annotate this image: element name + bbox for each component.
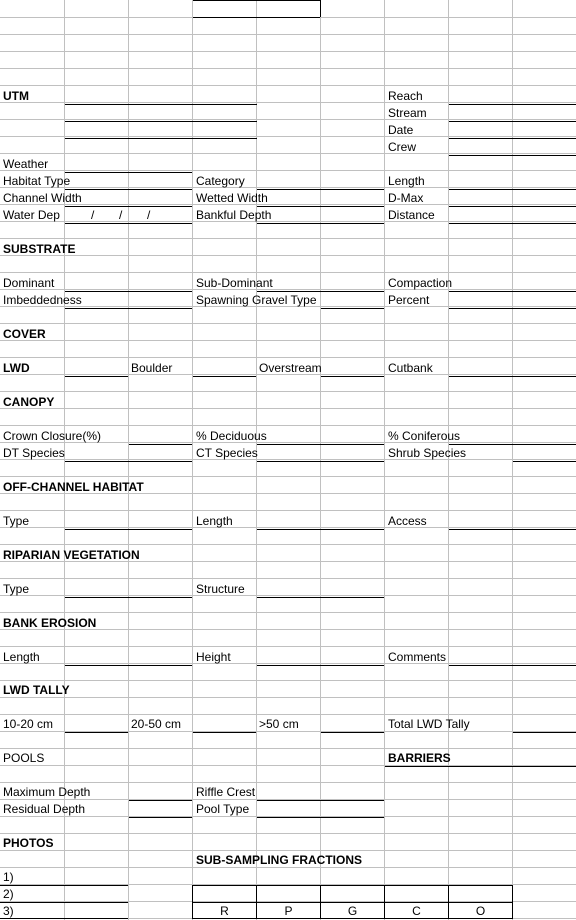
habitat-type-label: Habitat Type (3, 174, 71, 188)
bankful-depth-label: Bankful Depth (196, 208, 272, 222)
grid-row-line (0, 238, 576, 239)
grid-row-line (0, 187, 576, 188)
water-depth-slash: / (119, 208, 123, 222)
water-depth-slash: / (147, 208, 151, 222)
lwd-tally-heading: LWD TALLY (3, 683, 70, 697)
grid-row-line (0, 663, 576, 664)
bankful-depth-field[interactable] (257, 223, 384, 224)
weather-label: Weather (3, 157, 49, 171)
grid-row-line (0, 204, 576, 205)
grid-row-line (0, 51, 576, 52)
boulder-label: Boulder (131, 361, 173, 375)
photo-item-2: 2) (3, 887, 14, 901)
channel-width-label: Channel Width (3, 191, 82, 205)
structure-field[interactable] (257, 597, 384, 598)
pct-deciduous-field[interactable] (257, 444, 384, 445)
fraction-p: P (284, 904, 293, 918)
length-label: Length (388, 174, 425, 188)
lwd-10-20-field[interactable] (65, 732, 128, 733)
crew-label: Crew (388, 140, 417, 154)
photo-item-1: 1) (3, 870, 14, 884)
grid-row-line (0, 221, 576, 222)
stream-label: Stream (388, 106, 427, 120)
boulder-field[interactable] (193, 376, 256, 377)
photo-1-field[interactable] (0, 885, 128, 886)
wetted-width-label: Wetted Width (196, 191, 268, 205)
sub-sampling-table-border (512, 885, 513, 919)
cutbank-label: Cutbank (388, 361, 433, 375)
spawning-gravel-type-label: Spawning Gravel Type (196, 293, 317, 307)
height-label: Height (196, 650, 231, 664)
water-depth-slash: / (91, 208, 95, 222)
bank-erosion-heading: BANK EROSION (3, 616, 97, 630)
off-channel-type-label: Type (3, 514, 30, 528)
length-field[interactable] (449, 189, 576, 190)
reach-label: Reach (388, 89, 423, 103)
grid-row-line (0, 170, 576, 171)
sub-sampling-heading: SUB-SAMPLING FRACTIONS (196, 853, 362, 867)
off-channel-length-label: Length (196, 514, 233, 528)
lwd-20-50-label: 20-50 cm (131, 717, 182, 731)
grid-row-line (0, 544, 576, 545)
residual-depth-field[interactable] (129, 817, 192, 818)
grid-row-line (0, 85, 576, 86)
overstream-label: Overstream (259, 361, 322, 375)
grid-row-line (0, 697, 576, 698)
ct-species-label: CT Species (196, 446, 258, 460)
grid-row-line (0, 68, 576, 69)
comments-label: Comments (388, 650, 447, 664)
grid-row-line (0, 289, 576, 290)
crown-closure-field[interactable] (129, 444, 192, 445)
grid-row-line (0, 459, 576, 460)
bank-erosion-length-label: Length (3, 650, 40, 664)
grid-row-line (0, 153, 576, 154)
shrub-species-label: Shrub Species (388, 446, 467, 460)
grid-row-line (0, 391, 576, 392)
date-label: Date (388, 123, 414, 137)
imbeddedness-field[interactable] (65, 308, 192, 309)
grid-row-line (0, 102, 576, 103)
pct-deciduous-label: % Deciduous (196, 429, 267, 443)
top-box-line (193, 0, 320, 1)
spawning-gravel-type-field[interactable] (321, 308, 384, 309)
grid-row-line (0, 782, 576, 783)
wetted-width-field[interactable] (257, 206, 384, 207)
ct-species-field[interactable] (257, 461, 384, 462)
overstream-field[interactable] (321, 376, 384, 377)
structure-label: Structure (196, 582, 245, 596)
top-box-border (320, 0, 321, 17)
photo-2-field[interactable] (0, 902, 128, 903)
grid-row-line (0, 714, 576, 715)
utm-line-1[interactable] (65, 104, 257, 105)
dt-species-field[interactable] (65, 461, 192, 462)
off-channel-heading: OFF-CHANNEL HABITAT (3, 480, 144, 494)
bank-erosion-length-field[interactable] (65, 665, 192, 666)
utm-line-2[interactable] (65, 121, 257, 122)
d-max-field[interactable] (449, 206, 576, 207)
riparian-heading: RIPARIAN VEGETATION (3, 548, 140, 562)
cutbank-field[interactable] (449, 376, 576, 377)
compaction-label: Compaction (388, 276, 453, 290)
stream-field[interactable] (449, 121, 576, 122)
crown-closure-label: Crown Closure(%) (3, 429, 102, 443)
grid-row-line (0, 612, 576, 613)
total-lwd-tally-label: Total LWD Tally (388, 717, 470, 731)
comments-field[interactable] (449, 665, 576, 666)
barriers-heading: BARRIERS (388, 751, 451, 765)
weather-field[interactable] (65, 172, 192, 173)
grid-row-line (0, 119, 576, 120)
pool-type-field[interactable] (257, 817, 384, 818)
category-label: Category (196, 174, 245, 188)
water-depth-label: Water Dep (3, 208, 60, 222)
imbeddedness-label: Imbeddedness (3, 293, 82, 307)
off-channel-type-field[interactable] (65, 529, 192, 530)
sub-sampling-table-border (193, 885, 513, 886)
lwd-10-20-label: 10-20 cm (3, 717, 54, 731)
grid-row-line (0, 272, 576, 273)
water-depth-field[interactable] (65, 223, 192, 224)
fraction-r: R (220, 904, 229, 918)
shrub-species-field[interactable] (513, 461, 576, 462)
dominant-field[interactable] (65, 291, 192, 292)
canopy-heading: CANOPY (3, 395, 55, 409)
percent-field[interactable] (449, 308, 576, 309)
access-field[interactable] (449, 529, 576, 530)
grid-row-line (0, 833, 576, 834)
distance-label: Distance (388, 208, 435, 222)
grid-row-line (0, 340, 576, 341)
compaction-field[interactable] (449, 291, 576, 292)
crew-field[interactable] (449, 155, 576, 156)
photos-heading: PHOTOS (3, 836, 54, 850)
grid-row-line (0, 255, 576, 256)
pct-coniferous-field[interactable] (449, 444, 576, 445)
access-label: Access (388, 514, 427, 528)
grid-row-line (0, 323, 576, 324)
grid-row-line (0, 595, 576, 596)
sub-dominant-label: Sub-Dominant (196, 276, 273, 290)
riparian-type-label: Type (3, 582, 30, 596)
grid-row-line (0, 510, 576, 511)
photo-item-3: 3) (3, 904, 14, 918)
grid-row-line (0, 136, 576, 137)
lwd-20-50-field[interactable] (193, 732, 256, 733)
reach-field[interactable] (449, 104, 576, 105)
grid-row-line (0, 34, 576, 35)
grid-row-line (0, 748, 576, 749)
percent-label: Percent (388, 293, 430, 307)
grid-row-line (0, 476, 576, 477)
barriers-field[interactable] (385, 766, 576, 767)
date-field[interactable] (449, 138, 576, 139)
dominant-label: Dominant (3, 276, 55, 290)
cover-heading: COVER (3, 327, 46, 341)
top-box-line (193, 17, 320, 18)
riparian-type-field[interactable] (65, 597, 192, 598)
category-field[interactable] (257, 189, 384, 190)
grid-row-line (0, 680, 576, 681)
grid-row-line (0, 527, 576, 528)
fraction-o: O (475, 904, 486, 918)
distance-field[interactable] (449, 223, 576, 224)
dt-species-label: DT Species (3, 446, 65, 460)
d-max-label: D-Max (388, 191, 424, 205)
height-field[interactable] (257, 665, 384, 666)
habitat-type-field[interactable] (65, 189, 192, 190)
fraction-c: C (412, 904, 421, 918)
grid-row-line (0, 578, 576, 579)
pools-heading: POOLS (3, 751, 45, 765)
substrate-heading: SUBSTRATE (3, 242, 76, 256)
lwd-label: LWD (3, 361, 30, 375)
utm-line-3[interactable] (65, 138, 257, 139)
grid-row-line (0, 408, 576, 409)
total-lwd-tally-field[interactable] (513, 732, 576, 733)
lwd-field[interactable] (65, 376, 128, 377)
pool-type-label: Pool Type (196, 802, 250, 816)
lwd-50-label: >50 cm (259, 717, 299, 731)
maximum-depth-label: Maximum Depth (3, 785, 91, 799)
fraction-g: G (347, 904, 358, 918)
utm-label: UTM (3, 89, 29, 103)
riffle-crest-label: Riffle Crest (196, 785, 256, 799)
grid-row-line (0, 425, 576, 426)
photo-3-field[interactable] (0, 918, 128, 919)
residual-depth-label: Residual Depth (3, 802, 86, 816)
off-channel-length-field[interactable] (257, 529, 384, 530)
grid-row-line (0, 357, 576, 358)
lwd-50-field[interactable] (321, 732, 384, 733)
riffle-crest-field[interactable] (257, 800, 384, 801)
grid-row-line (0, 850, 576, 851)
pct-coniferous-label: % Coniferous (388, 429, 461, 443)
grid-row-line (0, 646, 576, 647)
channel-width-field[interactable] (65, 206, 192, 207)
maximum-depth-field[interactable] (129, 800, 192, 801)
